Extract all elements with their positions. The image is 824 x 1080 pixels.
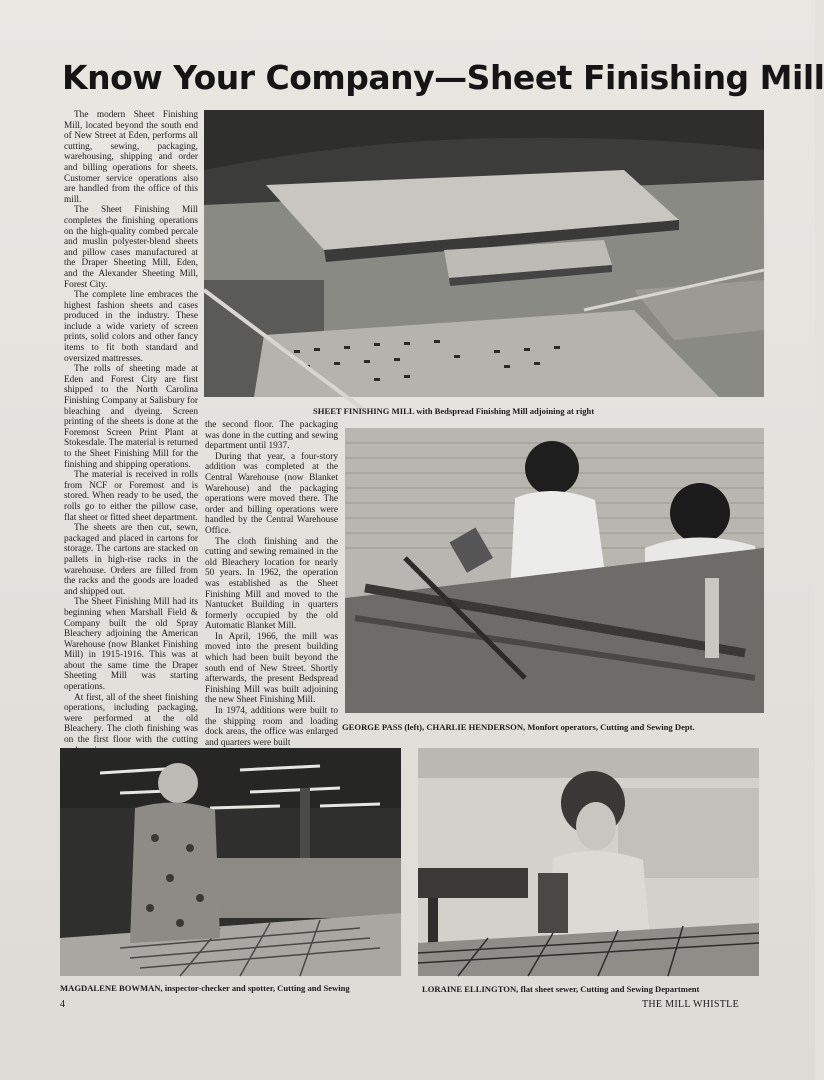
ellington-photo — [418, 748, 759, 976]
paragraph: In 1974, additions were built to the shipping room and loading dock areas, the office was enlarged and quarters were built — [205, 706, 338, 748]
workers-photo — [345, 428, 764, 713]
paragraph: During that year, a four-story addition was completed at the Central Warehouse (now Blanket Warehouse) and the packaging operations were moved there. The order and billing operations were handled by the Central Warehouse Office. — [205, 451, 338, 536]
paragraph: The cloth finishing and the cutting and sewing remained in the old Bleachery location for nearly 50 years. In 1962, the operation was established as the Sheet Finishing Mill and moved to the Nantucket Building in quarters formerly occupied by the old Automatic Blanket Mill. — [205, 536, 338, 632]
ellington-photo-caption: LORAINE ELLINGTON, flat sheet sewer, Cutting and Sewing Department — [422, 984, 700, 994]
bowman-photo-caption: MAGDALENE BOWMAN, inspector-checker and spotter, Cutting and Sewing — [60, 983, 350, 993]
paragraph: The rolls of sheeting made at Eden and Forest City are first shipped to the North Carolina Finishing Company at Salisbury for bleaching and dyeing. Screen printing of the sheets is done at the Foremost Screen Print Plant at Stokesdale. The material is returned to the Sheet Finishing Mill for the finishing and shipping operations. — [64, 364, 198, 470]
bowman-photo — [60, 748, 401, 976]
aerial-photo-caption: SHEET FINISHING MILL with Bedspread Finishing Mill adjoining at right — [313, 406, 595, 416]
paragraph: The Sheet Finishing Mill completes the finishing operations on the high-quality combed percale and muslin polyester-blend sheets and pillow cases manufactured at the Draper Sheeting Mill, Eden, and the Alexander Sheeting Mill, Forest City. — [64, 205, 198, 290]
paragraph: The material is received in rolls from NCF or Foremost and is stored. When ready to be used, the rolls go to either the pillow case, flat sheet or fitted sheet department. — [64, 470, 198, 523]
article-column-one — [64, 110, 198, 746]
publication-name: THE MILL WHISTLE — [642, 999, 740, 1010]
paragraph: In April, 1966, the mill was moved into the present building which had been built beyond the south end of New Street. Shortly afterwards, the present Bedspread Finishing Mill was built adjoining the new Sheet Finishing Mill. — [205, 631, 338, 706]
paragraph: The complete line embraces the highest fashion sheets and cases produced in the industry. These include a wide variety of screen prints, solid colors and other fancy items to fit both standard and oversized mattresses. — [64, 290, 198, 364]
page-number: 4 — [60, 999, 65, 1010]
paragraph: the second floor. The packaging was done in the cutting and sewing department until 1937. — [205, 420, 338, 452]
workers-photo-caption: GEORGE PASS (left), CHARLIE HENDERSON, Monfort operators, Cutting and Sewing Dept. — [342, 722, 695, 732]
paragraph: At first, all of the sheet finishing operations, including packaging, were performed at the old Bleachery. The cloth finishing was on the first floor with the cutting — [64, 692, 198, 746]
paragraph: The modern Sheet Finishing Mill, located beyond the south end of New Street at Eden, performs all cutting, sewing, packaging, warehousing, shipping and order and billing operations for sheets. Customer service operations also are handled from the office of this mill. — [64, 110, 198, 205]
paragraph: The Sheet Finishing Mill had its beginning when Marshall Field & Company built the old Spray Bleachery adjoining the American Warehouse (now Blanket Finishing Mill) in 1915-1916. This was at about the same time the Draper Sheeting Mill was starting operations. — [64, 597, 198, 693]
aerial-mill-photo — [204, 110, 764, 397]
article-column-two — [205, 420, 338, 748]
headline: Know Your Company—Sheet Finishing Mill — [62, 58, 824, 97]
paragraph: The sheets are then cut, sewn, packaged and placed in cartons for storage. The cartons are stacked on pallets in high-rise racks in the warehouse. Orders are filled from the racks and the goods are loaded and shipped out. — [64, 523, 198, 597]
